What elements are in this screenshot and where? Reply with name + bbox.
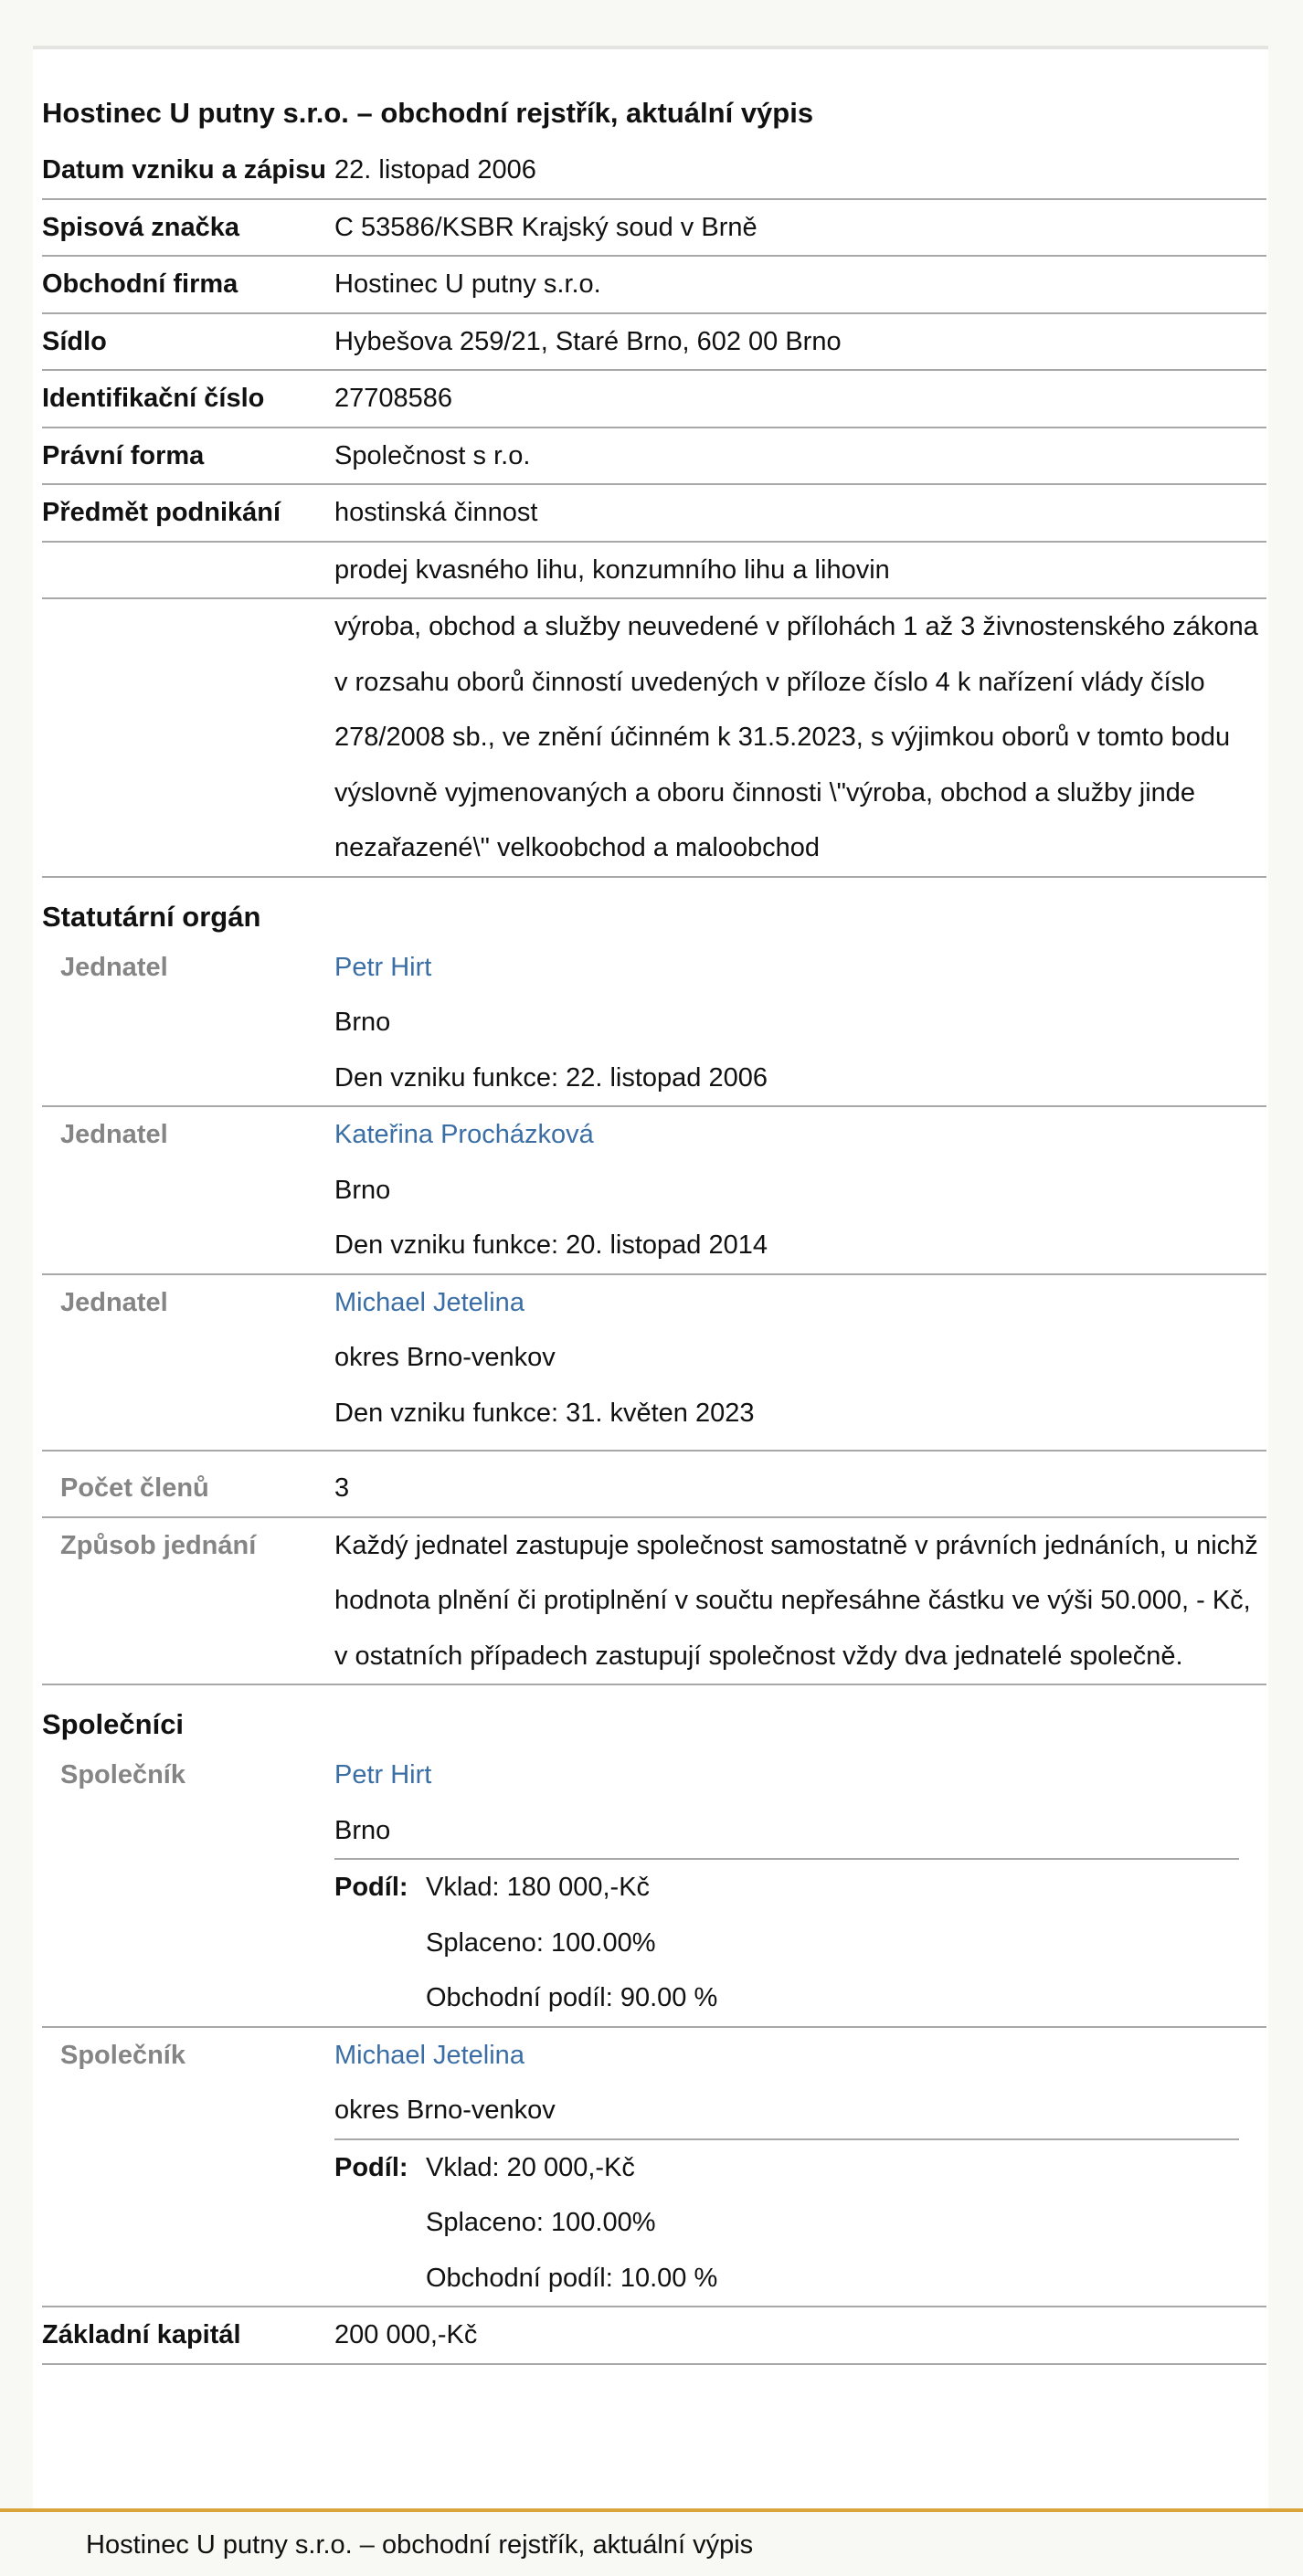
row-label: Počet členů xyxy=(60,1473,209,1503)
obchodni-podil: Obchodní podíl: 10.00 % xyxy=(426,2263,718,2293)
person-place: Brno xyxy=(334,1815,391,1845)
row-label: Právní forma xyxy=(42,440,205,470)
vklad: Vklad: 180 000,-Kč xyxy=(426,1873,651,1902)
person-link[interactable]: Kateřina Procházková xyxy=(334,1120,594,1149)
jednatel-entry xyxy=(42,1275,1266,1452)
row-value: hostinská činnost xyxy=(334,498,538,527)
row-label: Datum vzniku a zápisu xyxy=(42,155,327,185)
podil-label: Podíl: xyxy=(334,2152,408,2182)
document-page xyxy=(33,46,1268,2512)
person-place: Brno xyxy=(334,1008,391,1037)
row-label: Obchodní firma xyxy=(42,269,238,299)
splaceno: Splaceno: 100.00% xyxy=(426,2208,656,2237)
obchodni-podil: Obchodní podíl: 90.00 % xyxy=(426,1983,718,2012)
splaceno: Splaceno: 100.00% xyxy=(426,1927,656,1958)
section-statutarni-organ: Statutární orgán xyxy=(42,900,261,933)
row-value: 200 000,-Kč xyxy=(334,2320,478,2349)
extract-content xyxy=(42,88,1266,2365)
person-place: Brno xyxy=(334,1175,391,1205)
role-label: Společník xyxy=(60,1760,185,1789)
footer-divider xyxy=(0,2508,1303,2512)
row-zpusob-jednani xyxy=(42,1518,1266,1686)
section-spolecnici: Společníci xyxy=(42,1708,185,1740)
row-value: 3 xyxy=(334,1473,350,1503)
person-place: okres Brno-venkov xyxy=(334,1343,556,1372)
row-spisova-znacka xyxy=(42,200,1266,258)
row-value: Každý jednatel zastupuje společnost samostatně v právních jednáních, u nichž hodnota plnění či protiplnění v součtu nepřesáhne částku ve výši 50.000, - Kč, v ostatních případech zastupují společnost vždy dva jednatelé společně. xyxy=(334,1530,1258,1671)
row-ico xyxy=(42,371,1266,428)
footer-text: Hostinec U putny s.r.o. – obchodní rejstřík, aktuální výpis xyxy=(86,2530,754,2560)
row-label: Způsob jednání xyxy=(60,1530,257,1560)
page-title: Hostinec U putny s.r.o. – obchodní rejstřík, aktuální výpis xyxy=(42,97,814,129)
spolecnik-entry xyxy=(42,1747,1266,2028)
row-value: prodej kvasného lihu, konzumního lihu a lihovin xyxy=(334,554,890,585)
row-zakladni-kapital xyxy=(42,2307,1266,2365)
row-value: výroba, obchod a služby neuvedené v přílohách 1 až 3 živnostenského zákona v rozsahu oborů činností uvedených v příloze číslo 4 k nařízení vlády číslo 278/2008 sb., ve znění účinném k 31.5.2023, s výjimkou oborů v tomto bodu výslovně vyjmenovaných a oboru činnosti \"výroba, obchod a služby jinde nezařazené\" velkoobchod a maloobchod xyxy=(334,612,1258,862)
row-predmet-item xyxy=(42,543,1266,600)
row-obchodni-firma xyxy=(42,257,1266,314)
row-datum-vzniku xyxy=(42,143,1266,200)
function-since: Den vzniku funkce: 22. listopad 2006 xyxy=(334,1062,768,1093)
row-value: Hybešova 259/21, Staré Brno, 602 00 Brno xyxy=(334,326,842,356)
row-value: C 53586/KSBR Krajský soud v Brně xyxy=(334,212,757,242)
row-predmet-podnikani xyxy=(42,485,1266,543)
row-value: 27708586 xyxy=(334,384,453,413)
role-label: Jednatel xyxy=(60,1120,168,1149)
row-value: 22. listopad 2006 xyxy=(334,155,536,185)
podil-block xyxy=(334,1860,1266,2026)
row-value: Hostinec U putny s.r.o. xyxy=(334,269,601,299)
row-sidlo xyxy=(42,314,1266,372)
podil-block xyxy=(334,2140,1266,2307)
jednatel-entry xyxy=(42,1107,1266,1275)
jednatel-entry xyxy=(42,940,1266,1108)
role-label: Společník xyxy=(60,2040,185,2070)
function-since: Den vzniku funkce: 31. květen 2023 xyxy=(334,1398,755,1428)
row-pravni-forma xyxy=(42,428,1266,486)
row-value: Společnost s r.o. xyxy=(334,440,531,470)
podil-label: Podíl: xyxy=(334,1873,408,1902)
row-predmet-item xyxy=(42,599,1266,878)
row-label: Předmět podnikání xyxy=(42,498,281,527)
vklad: Vklad: 20 000,-Kč xyxy=(426,2152,635,2182)
person-link[interactable]: Michael Jetelina xyxy=(334,1287,524,1317)
person-link[interactable]: Petr Hirt xyxy=(334,1760,432,1789)
row-label: Identifikační číslo xyxy=(42,384,265,413)
row-label: Spisová značka xyxy=(42,212,239,242)
row-label: Sídlo xyxy=(42,326,107,356)
row-pocet-clenu xyxy=(42,1452,1266,1518)
spolecnik-entry xyxy=(42,2028,1266,2308)
row-label: Základní kapitál xyxy=(42,2320,241,2349)
person-link[interactable]: Petr Hirt xyxy=(334,952,432,982)
function-since: Den vzniku funkce: 20. listopad 2014 xyxy=(334,1230,768,1260)
person-link[interactable]: Michael Jetelina xyxy=(334,2040,524,2070)
role-label: Jednatel xyxy=(60,1287,168,1317)
person-place: okres Brno-venkov xyxy=(334,2096,556,2125)
role-label: Jednatel xyxy=(60,952,168,982)
